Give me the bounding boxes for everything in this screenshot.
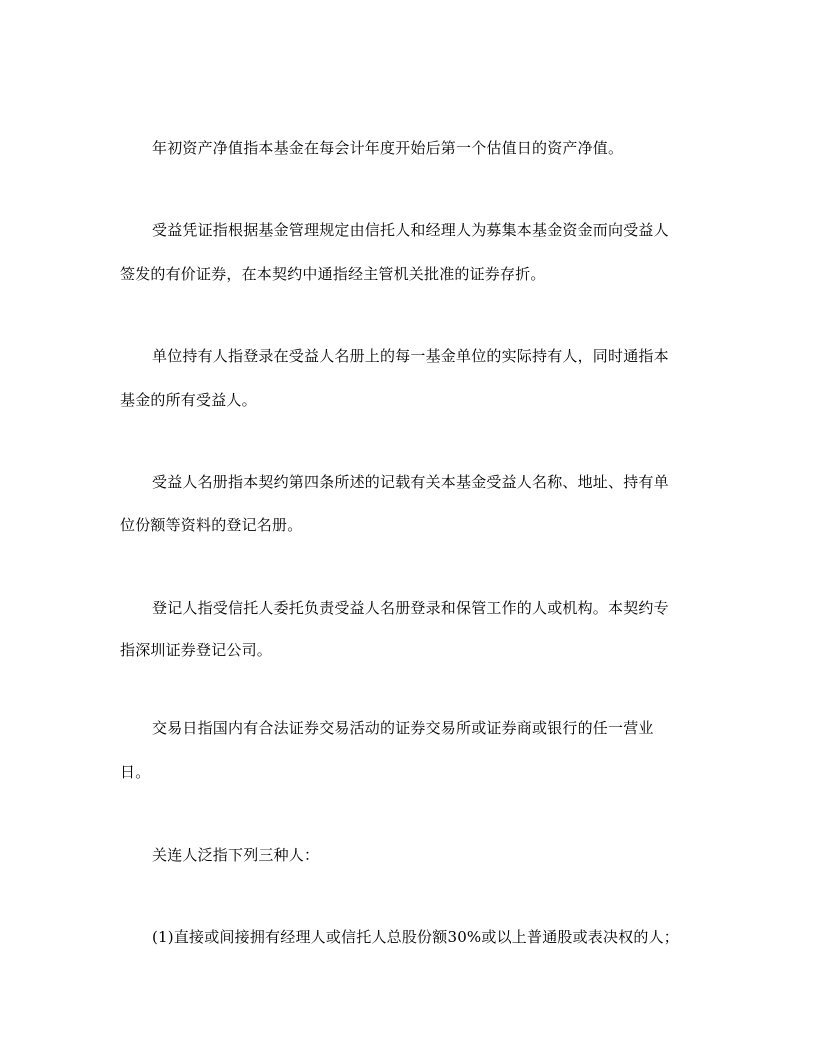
paragraph-beneficiary-certificate-line-1: 受益凭证指根据基金管理规定由信托人和经理人为募集本基金资金而向受益人 — [152, 221, 669, 239]
paragraph-unit-holder-line-2: 基金的所有受益人。 — [120, 391, 257, 409]
paragraph-beneficiary-register-line-1: 受益人名册指本契约第四条所述的记载有关本基金受益人名称、地址、持有单 — [152, 473, 669, 491]
paragraph-trading-day-line-1: 交易日指国内有合法证券交易活动的证券交易所或证券商或银行的任一营业 — [152, 719, 654, 737]
paragraph-beneficiary-certificate-line-2: 签发的有价证券，在本契约中通指经主管机关批准的证券存折。 — [120, 265, 546, 283]
paragraph-related-parties-item-1: (1)直接或间接拥有经理人或信托人总股份额30%或以上普通股或表决权的人； — [152, 928, 679, 946]
paragraph-trading-day-line-2: 日。 — [120, 763, 151, 781]
paragraph-beneficiary-register-line-2: 位份额等资料的登记名册。 — [120, 516, 303, 534]
paragraph-unit-holder-line-1: 单位持有人指登录在受益人名册上的每一基金单位的实际持有人，同时通指本 — [152, 347, 669, 365]
paragraph-registrar-line-1: 登记人指受信托人委托负责受益人名册登录和保管工作的人或机构。本契约专 — [152, 599, 669, 617]
paragraph-net-asset-value: 年初资产净值指本基金在每会计年度开始后第一个估值日的资产净值。 — [152, 139, 624, 157]
paragraph-related-parties: 关连人泛指下列三种人： — [152, 846, 320, 864]
paragraph-registrar-line-2: 指深圳证券登记公司。 — [120, 641, 273, 659]
